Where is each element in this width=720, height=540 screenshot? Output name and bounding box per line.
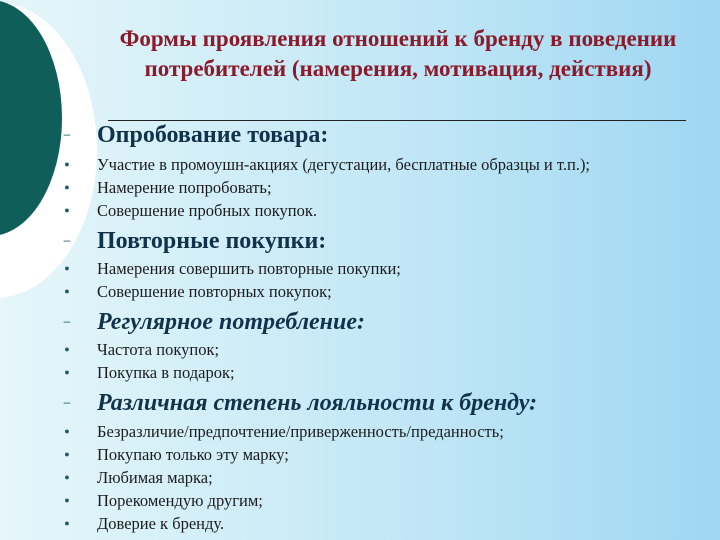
list-item-text: Намерение попробовать; (97, 178, 272, 197)
bullet-marker: ● (64, 472, 70, 482)
bullet-marker: ● (64, 182, 70, 192)
section-heading-label: Регулярное потребление: (97, 309, 365, 335)
bullet-marker: ● (64, 426, 70, 436)
list-item-text: Доверие к бренду. (97, 514, 225, 533)
bullet-marker: ● (64, 263, 70, 273)
section-heading-label: Повторные покупки: (97, 228, 327, 254)
list-item-text: Совершение пробных покупок. (97, 201, 318, 220)
dash-marker: – (63, 127, 71, 141)
bullet-marker: ● (64, 495, 70, 505)
list-item-text: Покупка в подарок; (97, 363, 235, 382)
list-item-text: Покупаю только эту марку; (97, 445, 289, 464)
section-heading-label: Опробование товара: (97, 122, 329, 148)
bullet-marker: ● (64, 367, 70, 377)
bullet-marker: ● (64, 286, 70, 296)
dash-marker: – (63, 233, 71, 247)
title-underline (108, 120, 686, 121)
section-heading-label: Различная степень лояльности к бренду: (97, 390, 538, 416)
dash-marker: – (63, 395, 71, 409)
list-item-text: Участие в промоушн-акциях (дегустации, бесплатные образцы и т.п.); (97, 155, 591, 174)
list-item-text: Намерения совершить повторные покупки; (97, 259, 401, 278)
bullet-marker: ● (64, 518, 70, 528)
bullet-marker: ● (64, 344, 70, 354)
list-item-text: Любимая марка; (97, 468, 213, 487)
list-item-text: Частота покупок; (97, 340, 220, 359)
bullet-marker: ● (64, 159, 70, 169)
list-item-text: Безразличие/предпочтение/приверженность/преданность; (97, 422, 504, 441)
list-item-text: Совершение повторных покупок; (97, 282, 332, 301)
dash-marker: – (63, 314, 71, 328)
bullet-marker: ● (64, 449, 70, 459)
slide-title: Формы проявления отношений к бренду в поведении потребителей (намерения, мотивация, действия) (119, 26, 677, 81)
list-item-text: Порекомендую другим; (97, 491, 263, 510)
bullet-marker: ● (64, 205, 70, 215)
